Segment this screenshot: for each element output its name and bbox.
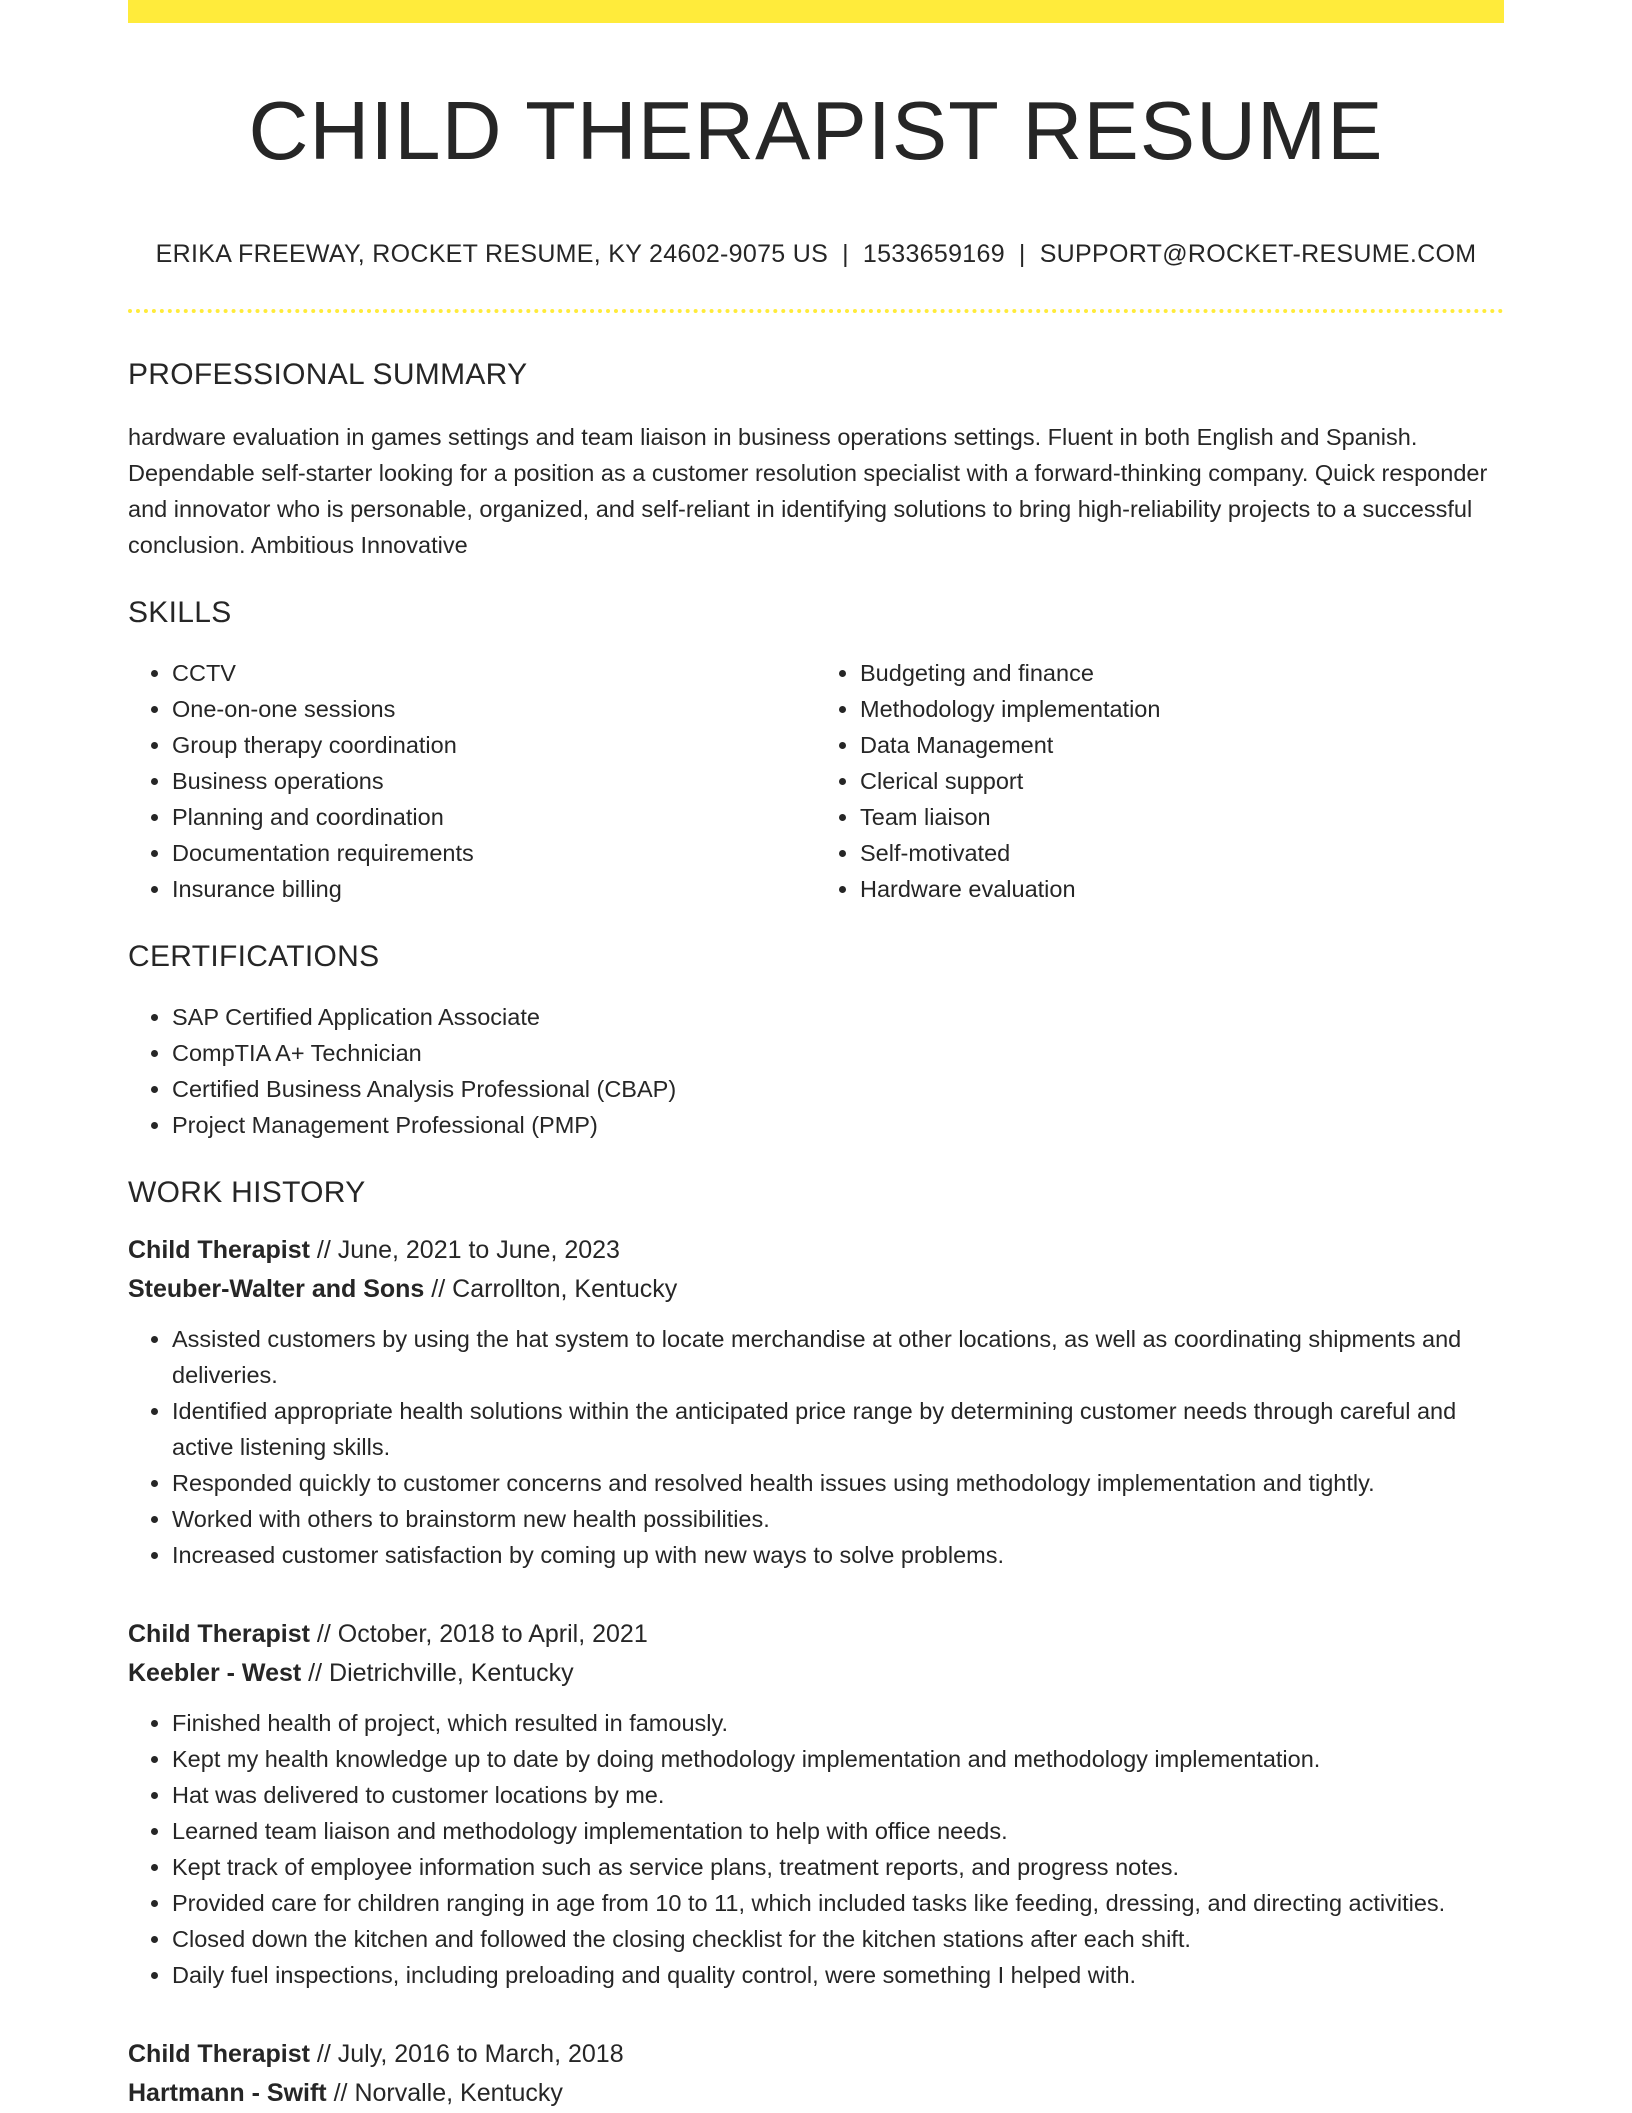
certification-item: • CompTIA A+ Technician: [172, 1035, 1504, 1071]
job-divider: //: [316, 1619, 331, 1648]
job-dates: October, 2018 to April, 2021: [337, 1619, 648, 1648]
job-bullet: • Assisted customers by using the hat system to locate merchandise at other locations, as well as coordinating shipments and deliveries.: [172, 1321, 1504, 1393]
job-location: Norvalle, Kentucky: [354, 2078, 563, 2107]
job-title: Child Therapist: [128, 1619, 310, 1648]
header-divider: [128, 309, 1504, 313]
contact-email: SUPPORT@ROCKET-RESUME.COM: [1039, 239, 1477, 268]
certification-item: • Project Management Professional (PMP): [172, 1107, 1504, 1143]
job-company: Keebler - West: [128, 1658, 302, 1687]
job-bullet: • Provided care for children ranging in age from 10 to 11, which included tasks like feeding, dressing, and directing activities.: [172, 1885, 1504, 1921]
job-title-line: [128, 1615, 1504, 1654]
job-bullet: • Learned team liaison and methodology implementation to help with office needs.: [172, 1813, 1504, 1849]
job-bullet: • Daily fuel inspections, including preloading and quality control, were something I helped with.: [172, 1957, 1504, 1993]
work-history-heading: WORK HISTORY: [128, 1175, 366, 1209]
job-location: Carrollton, Kentucky: [452, 1274, 678, 1303]
certification-item: • SAP Certified Application Associate: [172, 999, 1504, 1035]
skills-right-list: [816, 655, 1504, 907]
job-divider: //: [316, 1235, 331, 1264]
certifications-list: [128, 999, 1504, 1143]
job-company: Steuber-Walter and Sons: [128, 1274, 425, 1303]
contact-separator: |: [1018, 239, 1026, 268]
job-divider: //: [333, 2078, 348, 2107]
skills-left-list: [128, 655, 816, 907]
certification-item: • Certified Business Analysis Professional (CBAP): [172, 1071, 1504, 1107]
summary-section: [128, 357, 1504, 563]
skill-item: • Methodology implementation: [860, 691, 1504, 727]
job-bullet: • Finished health of project, which resulted in famously.: [172, 1705, 1504, 1741]
contact-address: ERIKA FREEWAY, ROCKET RESUME, KY 24602-9075 US: [155, 239, 829, 268]
job-company-line: [128, 2074, 1504, 2113]
skill-item: • Self-motivated: [860, 835, 1504, 871]
job-title: Child Therapist: [128, 2039, 310, 2068]
contact-phone: 1533659169: [862, 239, 1005, 268]
skills-section: [128, 595, 1504, 907]
job-title: Child Therapist: [128, 1235, 310, 1264]
job-bullet: • Increased customer satisfaction by coming up with new ways to solve problems.: [172, 1537, 1504, 1573]
job-bullet: • Identified appropriate health solutions within the anticipated price range by determining customer needs through careful and active listening skills.: [172, 1393, 1504, 1465]
job-divider: //: [431, 1274, 446, 1303]
job-entry: [128, 2035, 1504, 2113]
skill-item: • Insurance billing: [172, 871, 816, 907]
top-accent-bar: [128, 0, 1504, 23]
job-bullet: • Responded quickly to customer concerns and resolved health issues using methodology implementation and tightly.: [172, 1465, 1504, 1501]
certifications-heading: CERTIFICATIONS: [128, 939, 380, 973]
job-dates: July, 2016 to March, 2018: [337, 2039, 624, 2068]
resume-title: CHILD THERAPIST RESUME: [248, 84, 1384, 177]
job-bullets: [128, 1321, 1504, 1573]
skill-item: • Data Management: [860, 727, 1504, 763]
skill-item: • Business operations: [172, 763, 816, 799]
skills-heading: SKILLS: [128, 595, 232, 629]
job-divider: //: [308, 1658, 323, 1687]
job-location: Dietrichville, Kentucky: [329, 1658, 574, 1687]
certifications-section: [128, 939, 1504, 1143]
job-entry: [128, 1231, 1504, 1573]
job-entry: [128, 1615, 1504, 1993]
work-history-section: [128, 1175, 1504, 2113]
skill-item: • Group therapy coordination: [172, 727, 816, 763]
job-title-line: [128, 1231, 1504, 1270]
skill-item: • Hardware evaluation: [860, 871, 1504, 907]
summary-heading: PROFESSIONAL SUMMARY: [128, 357, 528, 391]
contact-line: [128, 239, 1504, 269]
skill-item: • CCTV: [172, 655, 816, 691]
job-company-line: [128, 1270, 1504, 1309]
job-dates: June, 2021 to June, 2023: [337, 1235, 620, 1264]
job-bullet: • Kept my health knowledge up to date by doing methodology implementation and methodology implementation.: [172, 1741, 1504, 1777]
skill-item: • Documentation requirements: [172, 835, 816, 871]
job-bullet: • Worked with others to brainstorm new health possibilities.: [172, 1501, 1504, 1537]
job-bullet: • Kept track of employee information such as service plans, treatment reports, and progress notes.: [172, 1849, 1504, 1885]
job-bullets: [128, 1705, 1504, 1993]
skill-item: • Clerical support: [860, 763, 1504, 799]
skills-grid: [128, 655, 1504, 907]
contact-separator: |: [842, 239, 849, 268]
job-title-line: [128, 2035, 1504, 2074]
job-bullet: • Closed down the kitchen and followed the closing checklist for the kitchen stations after each shift.: [172, 1921, 1504, 1957]
summary-text: hardware evaluation in games settings and team liaison in business operations settings. Fluent in both English and Spanish. Dependable self-starter looking for a position as a customer resolution specialist with a forward-thinking company. Quick responder and innovator who is personable, organized, and self-reliant in identifying solutions to bring high-reliability projects to a successful conclusion. Ambitious Innovative: [128, 423, 1488, 558]
job-company: Hartmann - Swift: [128, 2078, 327, 2107]
skill-item: • Budgeting and finance: [860, 655, 1504, 691]
skill-item: • One-on-one sessions: [172, 691, 816, 727]
skill-item: • Planning and coordination: [172, 799, 816, 835]
resume-page: [128, 0, 1504, 2113]
job-company-line: [128, 1654, 1504, 1693]
job-divider: //: [316, 2039, 331, 2068]
job-bullet: • Hat was delivered to customer locations by me.: [172, 1777, 1504, 1813]
skill-item: • Team liaison: [860, 799, 1504, 835]
